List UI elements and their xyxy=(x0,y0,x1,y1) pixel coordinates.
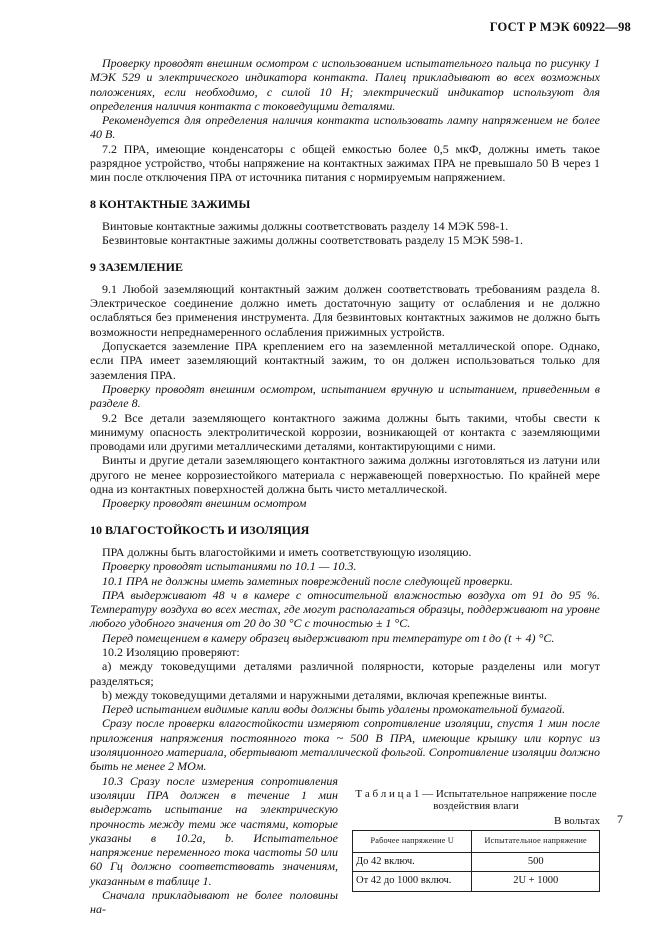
sec10-first-apply: Сначала прикладывают не более половины на- xyxy=(90,888,338,917)
sec10-water-drops: Перед испытанием видимые капли воды должны быть удалены промокательной бумагой. xyxy=(102,702,565,717)
page-body xyxy=(90,56,600,917)
sec9-check-1: Проверку проводят внешним осмотром, испытанием вручную и испытанием, приведенным в разделе 8. xyxy=(90,381,600,411)
sec8-screwless-terminals: Безвинтовые контактные зажимы должны соответствовать разделу 15 МЭК 598-1. xyxy=(102,233,523,248)
table-cell: От 42 до 1000 включ. xyxy=(353,872,472,891)
table-cell: До 42 включ. xyxy=(353,852,472,871)
sec7-recommendation: Рекомендуется для определения наличия контакта использовать лампу напряжением не более 40 В. xyxy=(90,113,600,142)
table-header-cell: Рабочее напряжение U xyxy=(353,830,472,852)
sec10-humidity-chamber: ПРА выдерживают 48 ч в камере с относительной влажностью воздуха от 91 до 95 %. Температуру воздуха во всех местах, где могут располагаться образцы, поддерживают на уровне любого удобного значения от 20 до 30 °С с точностью ± 1 °С. xyxy=(90,587,600,631)
table-header-row xyxy=(353,830,600,852)
sec9-screws-material: Винты и другие детали заземляющего контактного зажима должны изготовляться из латуни или другого не менее коррозиестойкого материала с нержавеющей поверхностью. По крайней мере одна из контактных поверхностей должна быть чисто металлической. xyxy=(90,453,600,497)
sec9-grounding-mount: Допускается заземление ПРА креплением его на заземленной металлической опоре. Однако, если ПРА имеет заземляющий контактный зажим, то он должен использоваться только для заземления ПРА. xyxy=(90,339,600,382)
page-number: 7 xyxy=(617,812,623,826)
table-header-cell: Испытательное напряжение xyxy=(472,830,600,852)
sec7-check-paragraph: Проверку проводят внешним осмотром с использованием испытательного пальца по рисунку 1 МЭК 529 и электрического индикатора контакта. Палец прикладывают во всех возможных положениях, если необходимо, с силой 10 Н; электрический индикатор используют для определения наличия контакта с токоведущими деталями. xyxy=(90,56,600,113)
sec10-item-a: а) между токоведущими деталями различной полярности, которые разделены или могут разделяться; xyxy=(90,659,600,688)
clause-10-3-column xyxy=(90,774,338,917)
sec9-check-2: Проверку проводят внешним осмотром xyxy=(102,496,307,511)
clause-10-3: 10.3 Сразу после измерения сопротивления изоляции ПРА должен в течение 1 мин выдержать испытание на электрическую прочность между теми же частями, которые указаны в 10.2а, b. Испытательное напряжение переменного тока частоты 50 или 60 Гц должно соответствовать значениям, указанным в таблице 1. xyxy=(90,773,338,888)
sec10-item-b: b) между токоведущими деталями и наружными деталями, включая крепежные винты. xyxy=(102,687,548,702)
clause-10-3-with-table xyxy=(90,774,600,917)
table-1 xyxy=(352,830,600,892)
clause-10-1: 10.1 ПРА не должны иметь заметных повреждений после следующей проверки. xyxy=(102,573,513,588)
table-1-unit: В вольтах xyxy=(554,814,600,827)
sec8-screw-terminals: Винтовые контактные зажимы должны соответствовать разделу 14 МЭК 598-1. xyxy=(102,218,509,233)
section-8-heading: 8 КОНТАКТНЫЕ ЗАЖИМЫ xyxy=(90,196,251,211)
table-row xyxy=(353,852,600,871)
clause-7-2: 7.2 ПРА, имеющие конденсаторы с общей емкостью более 0,5 мкФ, должны иметь такое разрядное устройство, чтобы напряжение на контактных зажимах ПРА не превышало 50 В через 1 мин после отключения ПРА от источника питания с нормируемым напряжением. xyxy=(90,141,600,185)
document-header: ГОСТ Р МЭК 60922—98 xyxy=(489,20,631,34)
sec10-intro: ПРА должны быть влагостойкими и иметь соответствующую изоляцию. xyxy=(102,544,472,559)
clause-9-1: 9.1 Любой заземляющий контактный зажим должен соответствовать требованиям раздела 8. Электрическое соединение должно иметь достаточную защиту от ослабления и не должно ослабляться без применения инструмента. Для безвинтовых контактных зажимов не должно быть возможности непреднамеренного ослабления прижимных устройств. xyxy=(90,281,600,339)
section-10-heading: 10 ВЛАГОСТОЙКОСТЬ И ИЗОЛЯЦИЯ xyxy=(90,522,310,537)
sec10-preconditioning: Перед помещением в камеру образец выдерживают при температуре от t до (t + 4) °С. xyxy=(102,630,555,645)
table-row xyxy=(353,872,600,891)
sec10-insulation-resistance: Сразу после проверки влагостойкости измеряют сопротивление изоляции, спустя 1 мин после приложения напряжения постоянного тока ~ 500 В ПРА, имеющие крышку или корпус из изоляционного материала, обертывают металлической фольгой. Сопротивление изоляции должно быть не менее 2 МОм. xyxy=(90,716,600,774)
table-1-caption: Т а б л и ц а 1 — Испытательное напряжение после воздействия влаги xyxy=(355,787,597,813)
sec10-check: Проверку проводят испытаниями по 10.1 — 10.3. xyxy=(102,559,357,574)
table-cell: 2U + 1000 xyxy=(472,872,600,891)
clause-9-2: 9.2 Все детали заземляющего контактного зажима должны быть такими, чтобы свести к минимуму опасность электролитической коррозии, возникающей от контакта с заземляющими проводами или другими металлическими деталями, контактирующими с ними. xyxy=(90,410,600,454)
table-cell: 500 xyxy=(472,852,600,871)
table-1-block xyxy=(352,788,600,892)
clause-10-2: 10.2 Изоляцию проверяют: xyxy=(102,644,240,659)
section-9-heading: 9 ЗАЗЕМЛЕНИЕ xyxy=(90,259,183,274)
